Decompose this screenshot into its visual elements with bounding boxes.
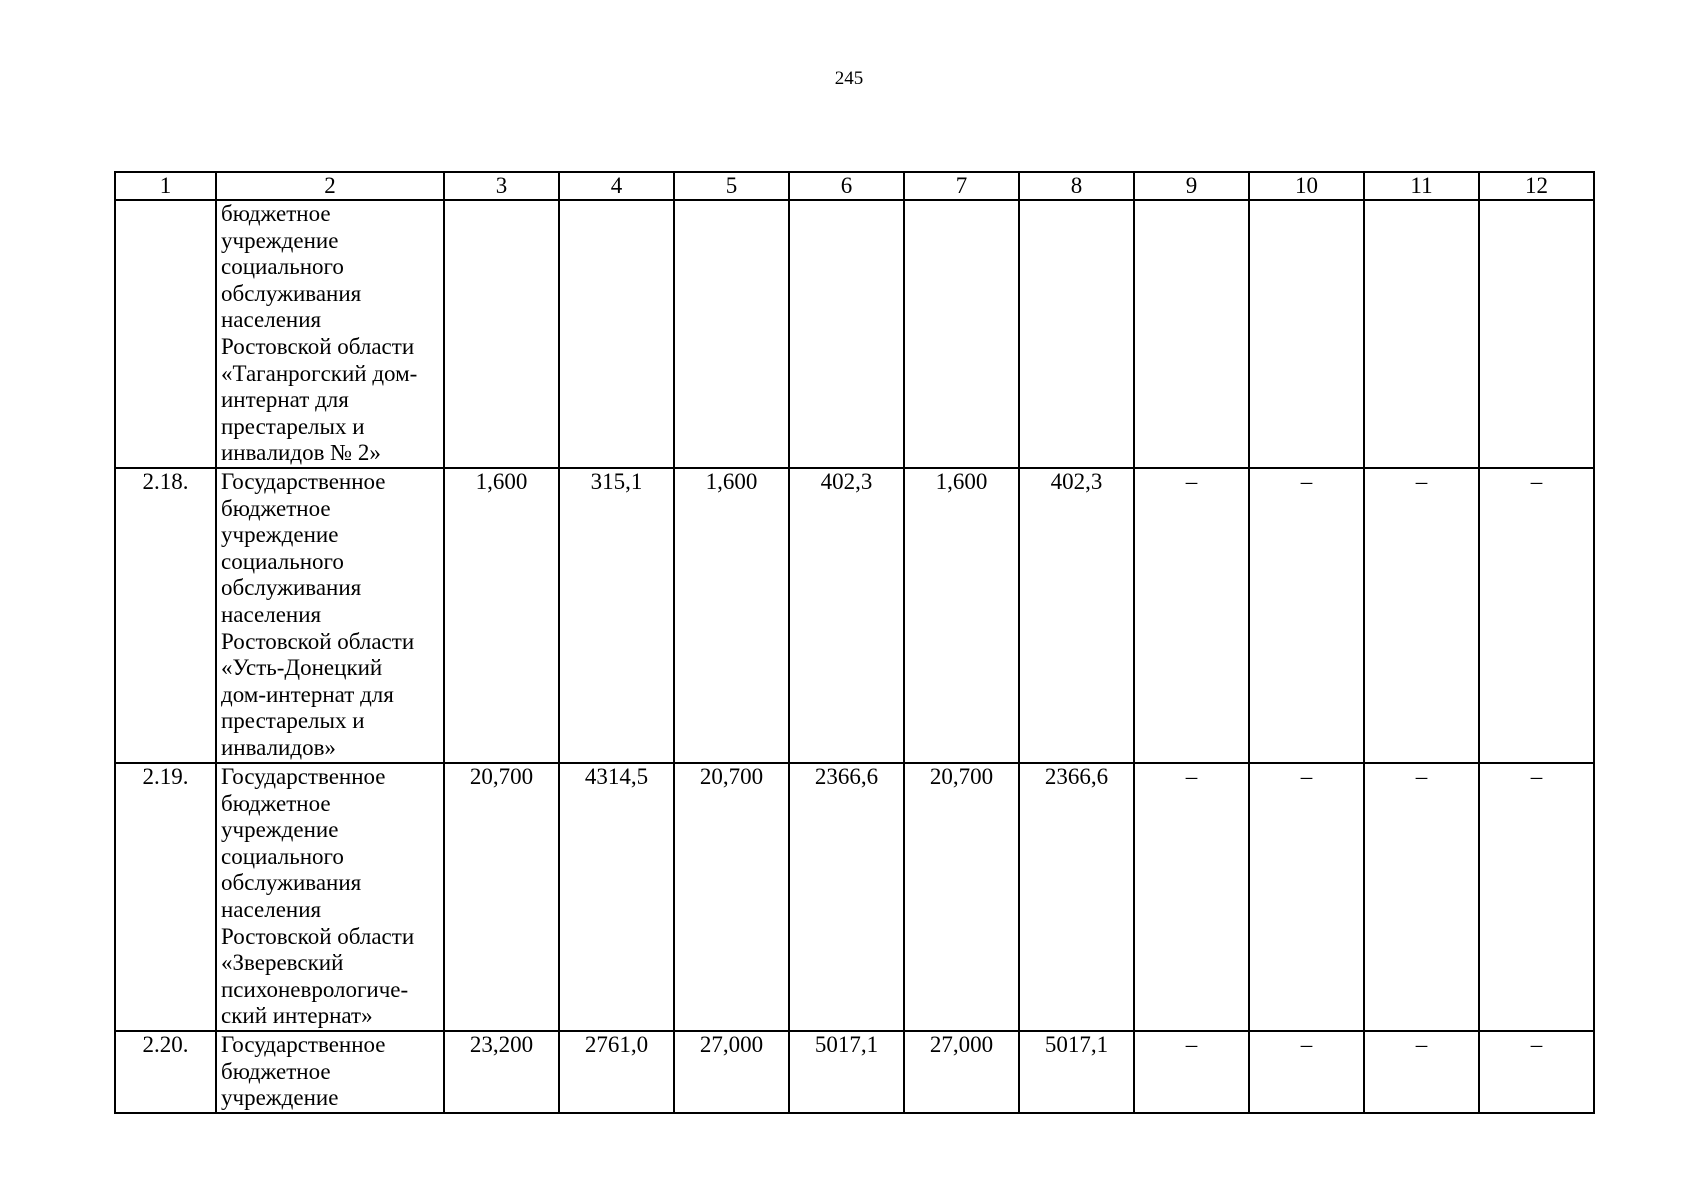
name-line: Государственное bbox=[221, 469, 386, 494]
value-cell: 4314,5 bbox=[559, 763, 674, 1031]
value-cell: 23,200 bbox=[444, 1031, 559, 1113]
value-cell: – bbox=[1479, 468, 1594, 763]
name-line: населения bbox=[221, 307, 322, 333]
header-cell: 8 bbox=[1019, 172, 1134, 200]
name-line: инвалидов» bbox=[221, 734, 336, 760]
value-cell: 20,700 bbox=[674, 763, 789, 1031]
name-line: интернат для bbox=[221, 387, 349, 413]
header-cell: 9 bbox=[1134, 172, 1249, 200]
value-cell: 315,1 bbox=[559, 468, 674, 763]
name-line: престарелых и bbox=[221, 413, 365, 439]
name-line: дом-интернат для bbox=[221, 681, 394, 707]
header-cell: 5 bbox=[674, 172, 789, 200]
header-cell: 11 bbox=[1364, 172, 1479, 200]
institution-name bbox=[216, 763, 444, 1031]
table-row bbox=[115, 763, 1594, 1031]
row-number: 2.20. bbox=[115, 1031, 216, 1113]
name-line: «Таганрогский дом- bbox=[221, 360, 418, 386]
value-cell: – bbox=[1249, 468, 1364, 763]
header-cell: 1 bbox=[115, 172, 216, 200]
name-line: «Зверевский bbox=[221, 950, 344, 976]
header-cell: 3 bbox=[444, 172, 559, 200]
value-cell bbox=[904, 200, 1019, 468]
value-cell bbox=[559, 200, 674, 468]
row-number: 2.18. bbox=[115, 468, 216, 763]
table-header-row bbox=[115, 172, 1594, 200]
value-cell bbox=[789, 200, 904, 468]
name-line: Государственное bbox=[221, 1032, 386, 1057]
value-cell: 1,600 bbox=[674, 468, 789, 763]
value-cell: 27,000 bbox=[904, 1031, 1019, 1113]
name-line: Ростовской области bbox=[221, 628, 415, 654]
value-cell: – bbox=[1249, 1031, 1364, 1113]
name-line: Ростовской области bbox=[221, 923, 415, 949]
name-line: бюджетное bbox=[221, 1058, 331, 1084]
name-line: Ростовской области bbox=[221, 333, 415, 359]
name-line: обслуживания bbox=[221, 575, 362, 601]
value-cell: – bbox=[1364, 468, 1479, 763]
value-cell: 1,600 bbox=[444, 468, 559, 763]
value-cell: – bbox=[1134, 468, 1249, 763]
name-line: бюджетное bbox=[221, 201, 331, 226]
header-cell: 6 bbox=[789, 172, 904, 200]
name-line: населения bbox=[221, 896, 322, 922]
name-line: учреждение bbox=[221, 817, 339, 843]
value-cell: – bbox=[1364, 763, 1479, 1031]
row-number: 2.19. bbox=[115, 763, 216, 1031]
name-line: социального bbox=[221, 254, 344, 280]
header-cell: 2 bbox=[216, 172, 444, 200]
value-cell: – bbox=[1479, 1031, 1594, 1113]
name-line: учреждение bbox=[221, 227, 339, 253]
table-row bbox=[115, 1031, 1594, 1113]
value-cell: 2366,6 bbox=[1019, 763, 1134, 1031]
value-cell: – bbox=[1364, 1031, 1479, 1113]
data-table bbox=[114, 171, 1595, 1114]
institution-name bbox=[216, 1031, 444, 1113]
table-row bbox=[115, 200, 1594, 468]
value-cell: 1,600 bbox=[904, 468, 1019, 763]
name-line: социального bbox=[221, 548, 344, 574]
value-cell: 2761,0 bbox=[559, 1031, 674, 1113]
header-cell: 10 bbox=[1249, 172, 1364, 200]
header-cell: 12 bbox=[1479, 172, 1594, 200]
page-number: 245 bbox=[834, 68, 864, 89]
name-line: обслуживания bbox=[221, 280, 362, 306]
value-cell bbox=[1479, 200, 1594, 468]
name-line: ский интернат» bbox=[221, 1003, 373, 1029]
institution-name bbox=[216, 468, 444, 763]
name-line: бюджетное bbox=[221, 790, 331, 816]
value-cell: 5017,1 bbox=[789, 1031, 904, 1113]
header-cell: 7 bbox=[904, 172, 1019, 200]
name-line: психоневрологиче- bbox=[221, 976, 409, 1002]
header-cell: 4 bbox=[559, 172, 674, 200]
value-cell: 402,3 bbox=[1019, 468, 1134, 763]
value-cell bbox=[1134, 200, 1249, 468]
name-line: социального bbox=[221, 843, 344, 869]
value-cell: – bbox=[1249, 763, 1364, 1031]
institution-name bbox=[216, 200, 444, 468]
value-cell: 402,3 bbox=[789, 468, 904, 763]
value-cell bbox=[1364, 200, 1479, 468]
value-cell: – bbox=[1134, 1031, 1249, 1113]
value-cell: 2366,6 bbox=[789, 763, 904, 1031]
name-line: «Усть-Донецкий bbox=[221, 655, 383, 681]
value-cell bbox=[1019, 200, 1134, 468]
name-line: престарелых и bbox=[221, 708, 365, 734]
name-line: бюджетное bbox=[221, 495, 331, 521]
name-line: учреждение bbox=[221, 522, 339, 548]
value-cell bbox=[444, 200, 559, 468]
value-cell: 5017,1 bbox=[1019, 1031, 1134, 1113]
name-line: населения bbox=[221, 601, 322, 627]
row-number bbox=[115, 200, 216, 468]
table-row bbox=[115, 468, 1594, 763]
value-cell: – bbox=[1134, 763, 1249, 1031]
value-cell: 20,700 bbox=[444, 763, 559, 1031]
name-line: Государственное bbox=[221, 764, 386, 789]
name-line: обслуживания bbox=[221, 870, 362, 896]
name-line: учреждение bbox=[221, 1085, 339, 1111]
value-cell: – bbox=[1479, 763, 1594, 1031]
value-cell bbox=[674, 200, 789, 468]
name-line: инвалидов № 2» bbox=[221, 440, 381, 466]
value-cell bbox=[1249, 200, 1364, 468]
value-cell: 27,000 bbox=[674, 1031, 789, 1113]
value-cell: 20,700 bbox=[904, 763, 1019, 1031]
